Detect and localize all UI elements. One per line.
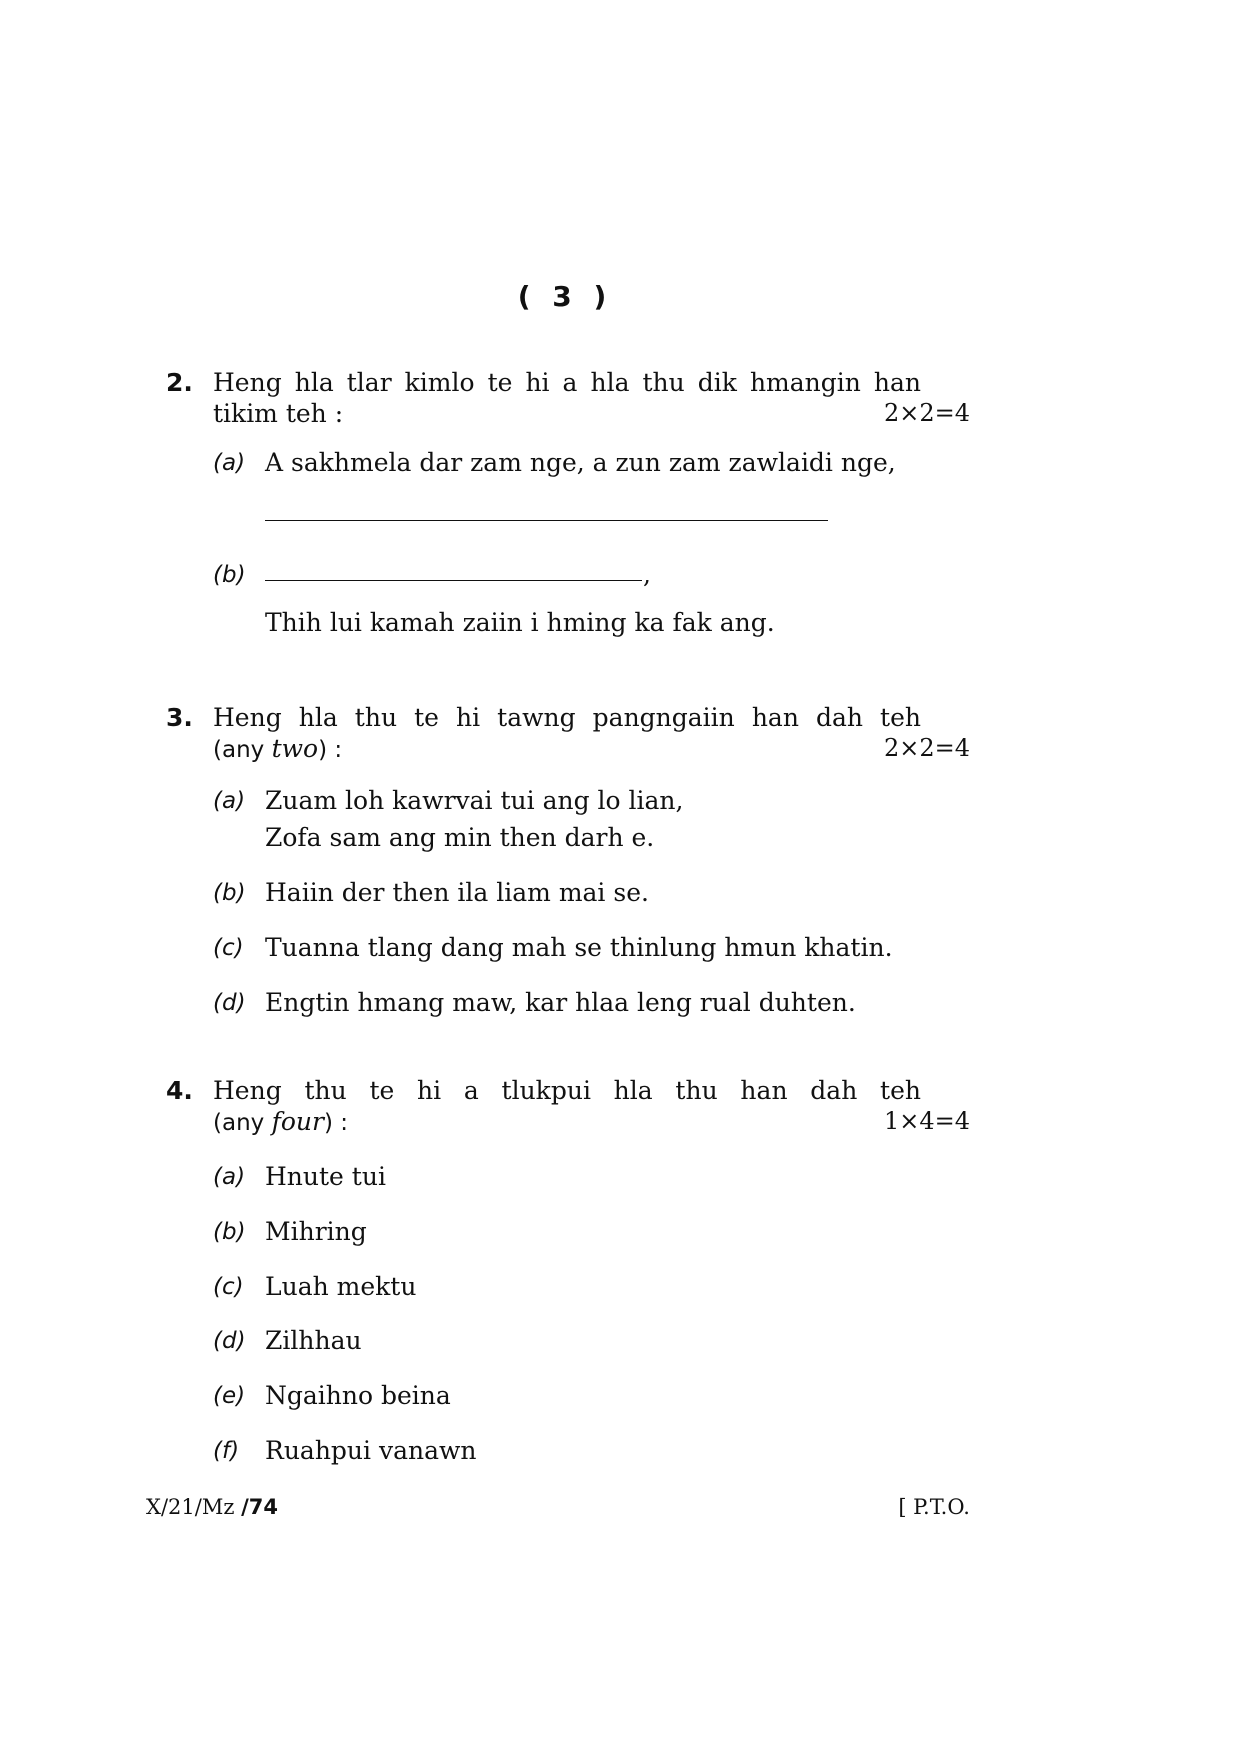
q2-item-b-label: (b) <box>213 562 246 588</box>
q4-item-f-text: Ruahpui vanawn <box>265 1436 477 1465</box>
q4-any-suffix: ) : <box>323 1110 348 1136</box>
paper-code <box>146 1495 278 1519</box>
q3-any-suffix: ) : <box>318 737 343 763</box>
q4-any-prefix: (any <box>213 1110 272 1136</box>
q4-item-b-label: (b) <box>213 1219 246 1245</box>
question-2-marks: 2×2=4 <box>883 399 970 427</box>
q2-item-a-text: A sakhmela dar zam nge, a zun zam zawlaidi nge, <box>265 448 896 477</box>
question-3-number: 3. <box>166 703 193 732</box>
q3-item-c-text: Tuanna tlang dang mah se thinlung hmun khatin. <box>265 933 893 962</box>
q2-item-a-answer-blank <box>265 520 828 521</box>
q4-any-count: four <box>271 1107 324 1136</box>
q2-item-b-comma: , <box>643 560 651 589</box>
q4-item-a-text: Hnute tui <box>265 1162 386 1191</box>
question-3-text-line2 <box>213 734 342 764</box>
q3-any-prefix: (any <box>213 737 272 763</box>
q4-item-b-text: Mihring <box>265 1217 367 1246</box>
question-3-text-line1: Heng hla thu te hi tawng pangngaiin han dah teh <box>213 703 921 732</box>
question-2-text-line2: tikim teh : <box>213 399 344 428</box>
q2-item-b-text: Thih lui kamah zaiin i hming ka fak ang. <box>265 608 775 637</box>
q3-item-a-label: (a) <box>213 788 246 814</box>
q3-item-a-text-line2: Zofa sam ang min then darh e. <box>265 823 655 852</box>
paper-code-number: /74 <box>241 1495 278 1519</box>
q4-item-c-text: Luah mektu <box>265 1272 417 1301</box>
page-number: ( 3 ) <box>517 280 613 313</box>
paper-code-prefix: X/21/Mz <box>146 1495 242 1519</box>
question-4-text-line2 <box>213 1107 348 1137</box>
q4-item-e-text: Ngaihno beina <box>265 1381 451 1410</box>
q3-item-c-label: (c) <box>213 935 244 961</box>
q3-item-d-label: (d) <box>213 990 246 1016</box>
question-4-marks: 1×4=4 <box>883 1107 970 1135</box>
q4-item-f-label: (f) <box>213 1438 240 1464</box>
q2-item-b-answer-blank <box>265 580 642 581</box>
q3-item-a-text-line1: Zuam loh kawrvai tui ang lo lian, <box>265 786 684 815</box>
question-4-number: 4. <box>166 1076 193 1105</box>
q3-item-d-text: Engtin hmang maw, kar hlaa leng rual duhten. <box>265 988 856 1017</box>
q4-item-a-label: (a) <box>213 1164 246 1190</box>
q3-any-count: two <box>271 734 319 763</box>
q2-item-a-label: (a) <box>213 450 246 476</box>
q3-item-b-text: Haiin der then ila liam mai se. <box>265 878 649 907</box>
q4-item-e-label: (e) <box>213 1383 246 1409</box>
q4-item-d-text: Zilhhau <box>265 1326 362 1355</box>
question-2-text-line1: Heng hla tlar kimlo te hi a hla thu dik hmangin han <box>213 368 921 397</box>
q4-item-c-label: (c) <box>213 1274 244 1300</box>
q4-item-d-label: (d) <box>213 1328 246 1354</box>
question-2-number: 2. <box>166 368 193 397</box>
question-3-marks: 2×2=4 <box>883 734 970 762</box>
pto-label: [ P.T.O. <box>898 1495 970 1519</box>
question-4-text-line1: Heng thu te hi a tlukpui hla thu han dah teh <box>213 1076 921 1105</box>
q3-item-b-label: (b) <box>213 880 246 906</box>
